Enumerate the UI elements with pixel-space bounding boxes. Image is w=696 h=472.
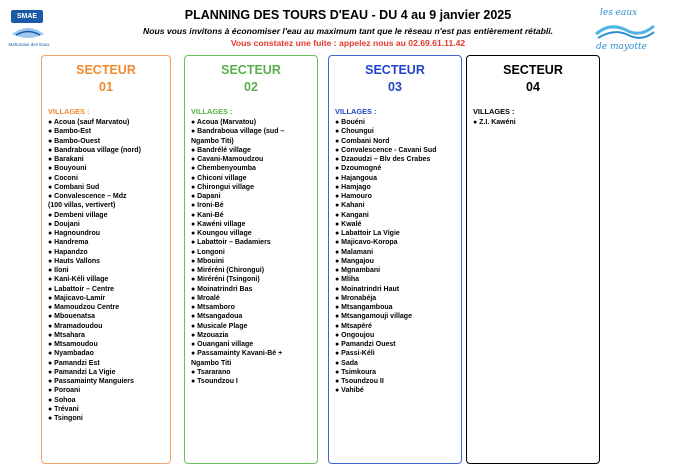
village-item: ● Dzoumogné [335,165,382,173]
village-item: ● Mtsamboro [191,304,235,311]
village-item: ● Passamainty Manguiers [48,378,134,385]
village-item: ● Pamandzi Ouest [335,341,396,348]
village-list [335,118,437,396]
village-list [48,118,141,423]
village-item: ● Majicavo-Koropa [335,239,398,247]
village-item: ● Doujani [48,220,80,228]
village-item: ● Bouyouni [48,165,87,173]
smae-logo-text: SMAE [11,10,43,23]
village-item: ● Mgnambani [335,267,381,274]
village-item: ● Ongoujou [335,331,375,339]
village-item: ● Acoua (sauf Marvatou) [48,119,130,126]
village-item: ● Pamandzi La Vigie [48,368,116,376]
village-item: ● Mzouazia [191,331,229,339]
village-item: ● Pamandzi Est [48,359,100,367]
village-item: ● Bambo-Est [48,128,92,136]
sector-heading: SECTEUR 03 [365,63,425,94]
village-item: ● Bandraboua village (sud – [191,128,285,136]
sector-heading: SECTEUR 01 [76,63,136,94]
village-item: ● Tsoundzou I [191,378,238,385]
village-item: ● Mtsapéré [335,322,372,330]
village-item: ● Mbouenatsa [48,313,96,321]
village-item: ● Hamouro [335,193,372,200]
village-item: ● Z.I. Kawéni [473,119,516,126]
village-item: ● Cavani-Mamoudzou [191,156,264,163]
village-item: ● Moinatrindri Haut [335,285,400,293]
leak-alert: Vous constatez une fuite : appelez nous au 02.69.61.11.42 [230,38,466,48]
village-item: ● Miréréni (Tsingoni) [191,276,260,284]
village-item: ● Nyambadao [48,350,94,358]
village-item: ● Labattoir – Centre [48,285,115,293]
village-item: ● Chirongui village [191,183,254,191]
village-item: ● Mroalé [191,294,220,302]
village-item: ● Dzaoudzi – Blv des Crabes [335,156,431,163]
village-item: ● Mtsamoudou [48,341,98,348]
village-item: ● Sada [335,359,358,367]
village-item: ● Hapandzo [48,248,88,256]
village-item: ● Bouéni [335,119,365,126]
village-item: ● Mronabéja [335,294,377,302]
sector-card-03 [328,55,462,464]
villages-label: VILLAGES : [335,107,377,116]
sector-card-04 [466,55,600,464]
sector-heading: SECTEUR 04 [503,63,563,94]
village-item: ● Trévani [48,405,79,413]
sector-heading: SECTEUR 02 [221,63,281,94]
village-item: ● Kawéni village [191,220,246,228]
village-item: Ngambo Titi [191,359,232,367]
village-item: ● Mamoudzou Centre [48,304,120,311]
village-item: ● Vahibé [335,387,364,395]
village-item: ● Tsimkoura [335,368,377,376]
village-item: ● Tsingoni [48,415,83,422]
village-item: ● Mtsangamboua [335,304,393,311]
village-item: ● Combani Sud [48,183,100,191]
sector-card-01 [41,55,171,464]
logo-right-top-text: les eaux [600,8,638,18]
villages-label: VILLAGES : [48,107,90,116]
village-item: ● Ironi-Bé [191,202,224,210]
village-item: ● Labattoir La Vigie [335,230,400,237]
village-item: ● Labattoir – Badamiers [191,239,271,247]
village-item: ● Hauts Vallons [48,257,101,265]
village-item: ● Bandrélé village [191,146,251,154]
village-item: ● Convalescence - Cavani Sud [335,146,437,154]
village-item: ● Barakani [48,156,84,163]
village-item: ● Kwalé [335,220,362,228]
village-item: ● Tsararano [191,368,231,376]
village-item: ● Combani Nord [335,137,390,145]
smae-logo-subtitle: Mahoraise des Eaux [8,42,50,47]
village-item: ● Koungou village [191,230,252,237]
page-title: PLANNING DES TOURS D'EAU - DU 4 au 9 janvier 2025 [184,8,512,22]
water-drop-icon [10,24,46,40]
village-item: ● Poroani [48,387,81,395]
village-item: ● Malamani [335,248,374,256]
village-item: ● Chiconi village [191,174,247,182]
villages-label: VILLAGES : [473,107,515,116]
village-item: ● Kani-Bé [191,211,224,219]
village-item: ● Majicavo-Lamir [48,294,106,302]
village-item: ● Dembeni village [48,211,108,219]
village-item: ● Acoua (Marvatou) [191,119,257,126]
village-item: ● Bandraboua village (nord) [48,146,141,154]
village-item: ● Mtsangamouji village [335,313,412,321]
village-item: ● Longoni [191,248,225,256]
village-item: ● Hamjago [335,183,371,191]
village-item: ● Mbouini [191,257,224,265]
smae-logo [6,6,50,46]
village-item: (100 villas, vertivert) [48,202,116,210]
village-item: ● Tsoundzou II [335,378,384,385]
village-item: ● Mtsahara [48,331,85,339]
village-item: ● Convalescence – Mdz [48,193,127,200]
village-item: ● Mramadoudou [48,322,103,330]
village-item: ● Kahani [335,202,365,210]
village-item: ● Mtsangadoua [191,313,243,321]
page-subtitle: Nous vous invitons à économiser l'eau au maximum tant que le réseau n'est pas entièrement rétabli. [142,26,554,36]
village-item: ● Iloni [48,267,69,274]
village-item: ● Musicale Plage [191,322,248,330]
village-item: ● Kangani [335,211,369,219]
village-item: ● Passamainty Kavani-Bé + [191,350,283,358]
village-item: ● Hajangoua [335,174,377,182]
logo-right-bottom-text: de mayotte [596,42,647,52]
village-list [191,118,284,386]
village-item: ● Chembenyoumba [191,165,256,173]
sector-card-02 [184,55,318,464]
village-item: ● Moinatrindri Bas [191,285,253,293]
village-item: ● Kani-Kéli village [48,276,109,284]
village-item: ● Passi-Kéli [335,350,375,358]
village-item: ● Sohoa [48,396,76,404]
village-item: Ngambo Titi) [191,137,234,145]
villages-label: VILLAGES : [191,107,233,116]
village-item: ● Bambo-Ouest [48,137,101,145]
village-item: ● Coconi [48,174,78,182]
village-item: ● Dapani [191,193,221,200]
village-item: ● Miréréni (Chirongui) [191,267,265,274]
village-item: ● Mangajou [335,257,374,265]
village-list [473,118,516,127]
village-item: ● Mliha [335,276,360,284]
village-item: ● Choungui [335,128,374,136]
village-item: ● Handrema [48,239,89,247]
village-item: ● Ouangani village [191,341,254,348]
village-item: ● Hagnoundrou [48,230,101,237]
